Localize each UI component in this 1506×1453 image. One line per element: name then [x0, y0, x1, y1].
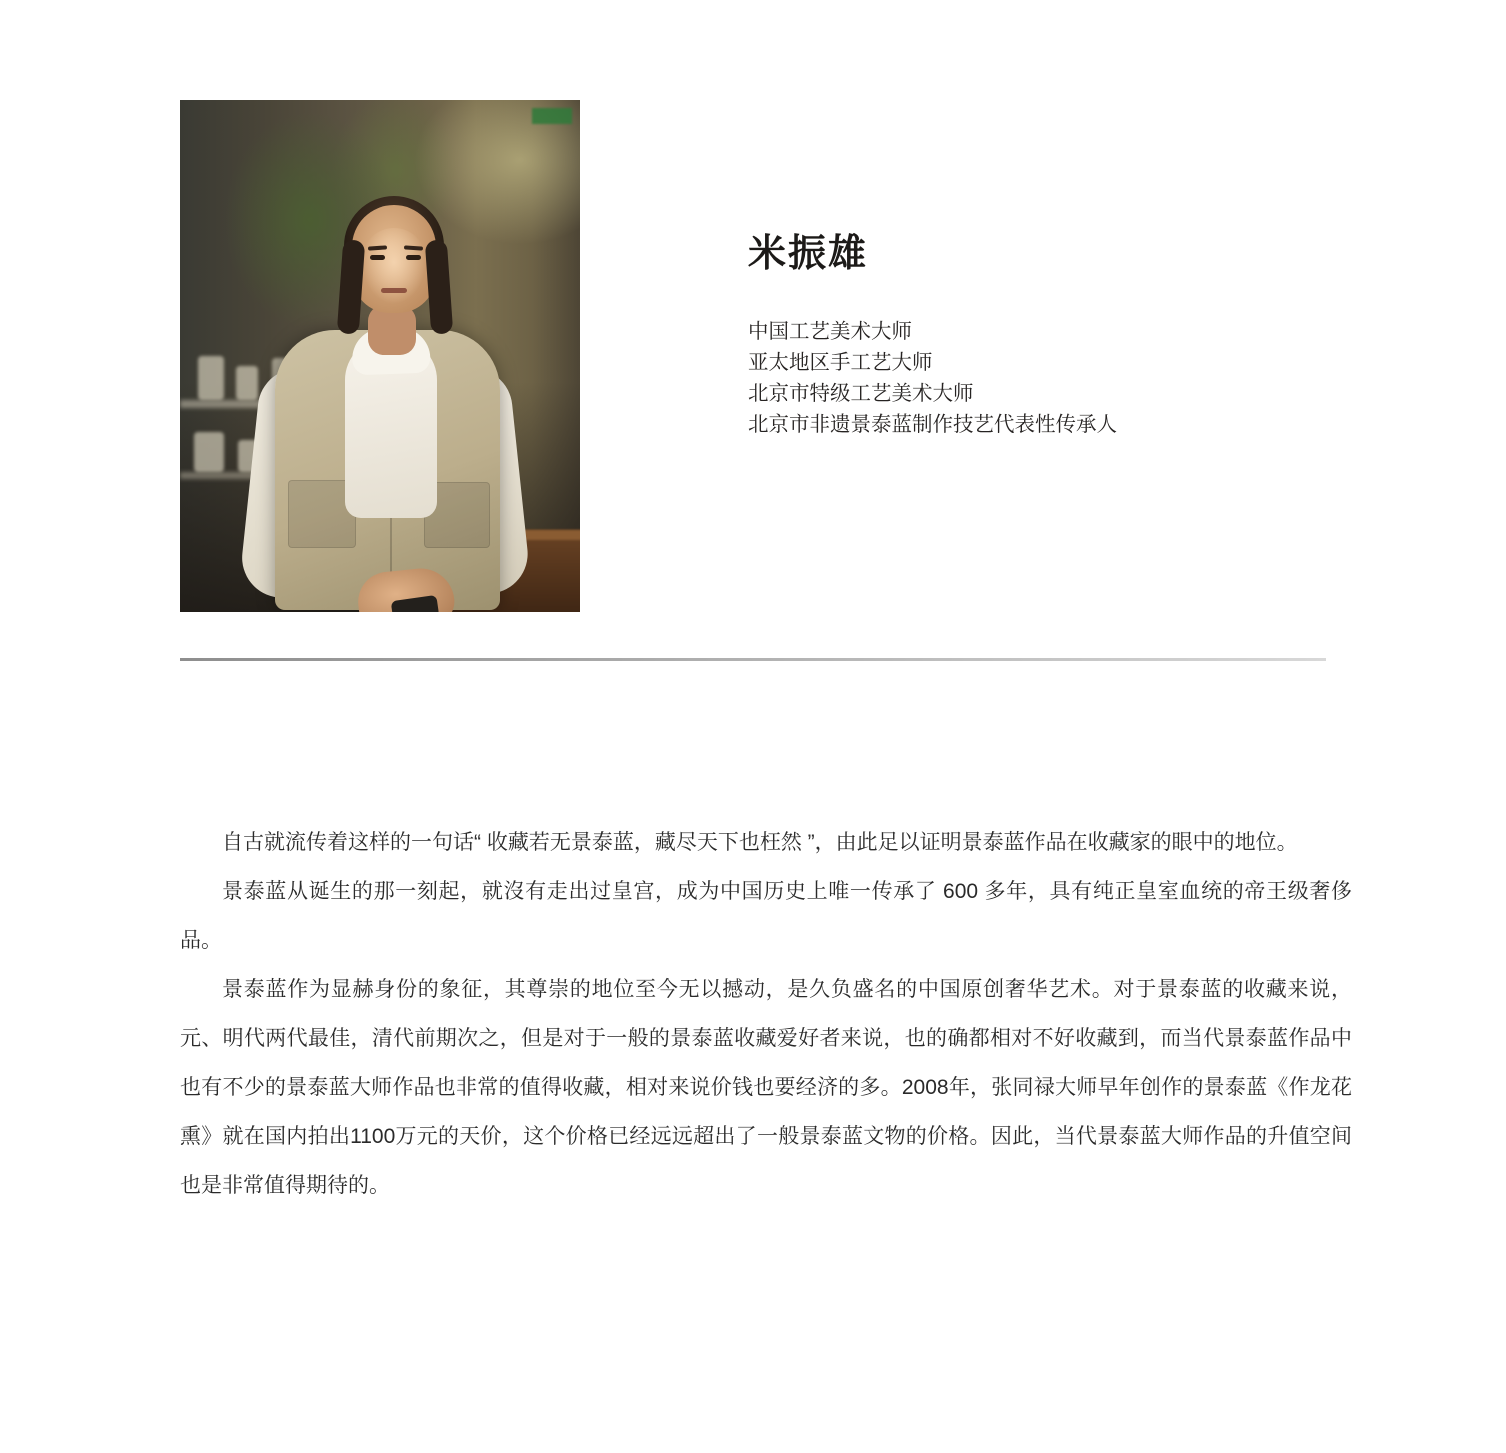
master-title-item: 中国工艺美术大师 [748, 321, 912, 343]
master-name: 米振雄 [748, 233, 869, 275]
master-title-item: 亚太地区手工艺大师 [748, 352, 933, 374]
article-paragraph: 景泰蓝作为显赫身份的象征，其尊崇的地位至今无以撼动，是久负盛名的中国原创奢华艺术。对于景泰蓝的收藏来说，元、明代两代最佳，清代前期次之，但是对于一般的景泰蓝收藏爱好者来说，也的确都相对不好收藏到，而当代景泰蓝作品中也有不少的景泰蓝大师作品也非常的值得收藏，相对来说价钱也要经济的多。2008年，张同禄大师早年创作的景泰蓝《作龙花熏》就在国内拍出1100万元的天价，这个价格已经远远超出了一般景泰蓝文物的价格。因此，当代景泰蓝大师作品的升值空间也是非常值得期待的。 [180, 978, 1352, 1197]
section-divider [180, 658, 1326, 661]
article-body [180, 818, 1352, 1210]
master-title-item: 北京市特级工艺美术大师 [748, 383, 974, 405]
article-paragraph: 自古就流传着这样的一句话“ 收藏若无景泰蓝，藏尽天下也枉然 ”，由此足以证明景泰蓝作品在收藏家的眼中的地位。 [222, 831, 1298, 854]
display-object [194, 432, 224, 472]
master-info [748, 100, 1117, 441]
display-object [198, 356, 224, 400]
master-title-list [748, 317, 1117, 441]
display-object [236, 366, 258, 400]
master-profile [180, 100, 1330, 612]
article-paragraph: 景泰蓝从诞生的那一刻起，就沒有走出过皇宫，成为中国历史上唯一传承了 600 多年，具有纯正皇室血统的帝王级奢侈品。 [180, 880, 1352, 952]
exit-sign-icon [532, 108, 572, 124]
figure-eye-left [370, 255, 385, 260]
master-title-item: 北京市非遗景泰蓝制作技艺代表性传承人 [748, 414, 1117, 436]
figure-eye-right [406, 255, 421, 260]
master-portrait-photo [180, 100, 580, 612]
figure-mouth [381, 288, 407, 293]
